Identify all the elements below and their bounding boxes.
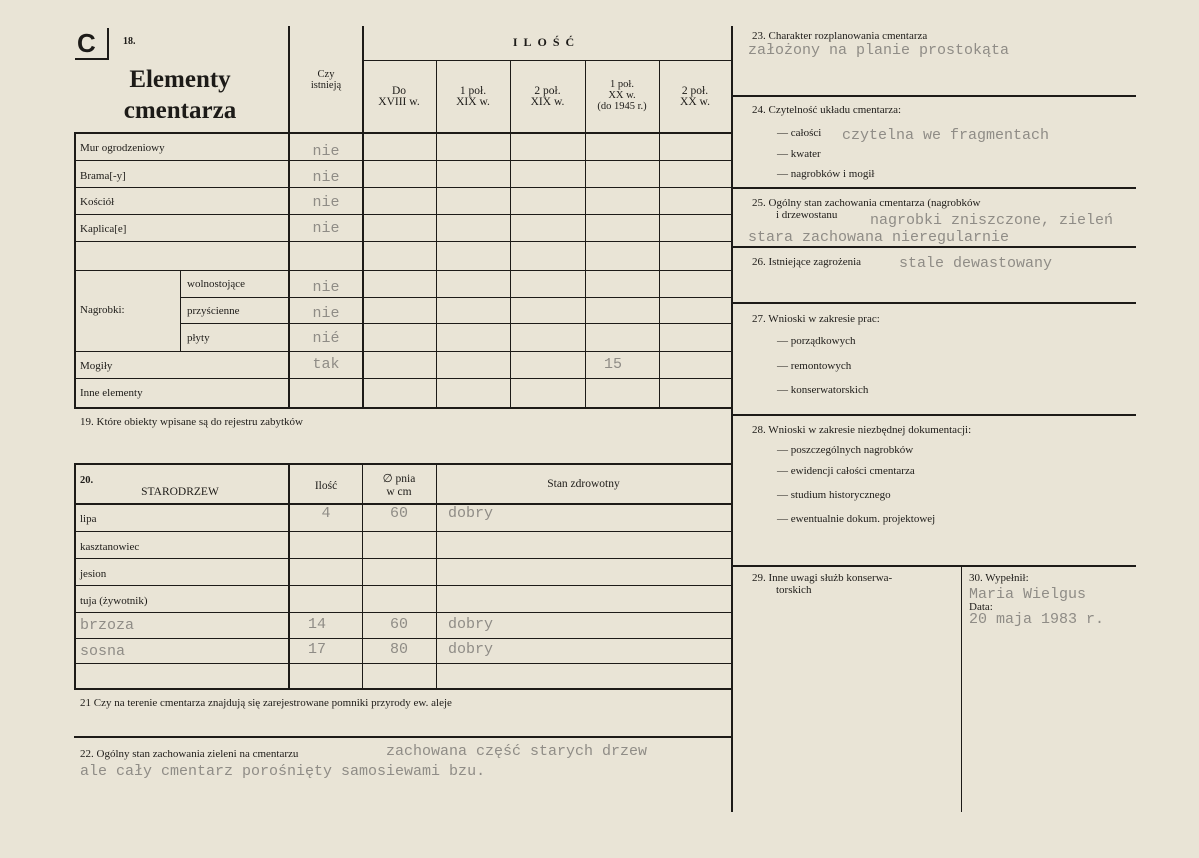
right-divider: [732, 302, 1136, 304]
q26-label: 26. Istniejące zagrożenia: [752, 256, 862, 268]
tree-diameter-lipa: 60: [389, 505, 408, 522]
q24-label: 24. Czytelność układu cmentarza:: [752, 104, 902, 116]
q22-answer-line-2: ale cały cmentarz porośnięty samosiewami bzu.: [80, 763, 486, 780]
tree-count-lipa: 4: [321, 505, 331, 522]
q27-item-konserwatorskich: — konserwatorskich: [777, 384, 869, 396]
q24-item-calosci: — całości: [777, 127, 822, 139]
row-line: [74, 736, 732, 738]
right-divider: [732, 246, 1136, 248]
q23-answer: założony na planie prostokąta: [748, 42, 1010, 59]
row-label-przyscienne: przyścienne: [187, 305, 240, 317]
page-title: [90, 64, 270, 126]
q22-answer-line-1: zachowana część starych drzew: [386, 743, 648, 760]
row-line: [74, 187, 731, 188]
section-number: 18.: [123, 36, 136, 47]
period-2pol-xx: 2 poł. XX w.: [680, 85, 710, 108]
q25-label-line-1: 25. Ogólny stan zachowania cmentarza (nagrobków: [752, 197, 981, 209]
row-line: [74, 241, 731, 242]
row-label-mur: Mur ogrodzeniowy: [80, 142, 165, 154]
q27-item-porzadkowych: — porządkowych: [777, 335, 856, 347]
value-mur-exists: nie: [312, 143, 340, 160]
tree-name-jesion: jesion: [80, 568, 107, 580]
value-brama-exists: nie: [312, 169, 340, 186]
main-vertical-divider: [731, 26, 733, 812]
q27-item-remontowych: — remontowych: [777, 360, 852, 372]
row-line: [74, 585, 731, 586]
table-header-bottom: [74, 132, 732, 134]
tree-health-sosna: dobry: [448, 641, 494, 658]
row-line: [74, 407, 732, 409]
stdr-left: [74, 463, 76, 689]
row-line: [74, 160, 731, 161]
col-header-exists: Czy istnieją: [310, 69, 342, 91]
tree-name-lipa: lipa: [80, 513, 97, 525]
row-line: [180, 297, 731, 298]
row-line: [74, 558, 731, 559]
q24-item-nagrobkow: — nagrobków i mogił: [777, 168, 875, 180]
q29-label-line-1: 29. Inne uwagi służb konserwa-: [752, 572, 893, 584]
q30-label: 30. Wypełnił:: [969, 572, 1029, 584]
q28-label: 28. Wnioski w zakresie niezbędnej dokumentacji:: [752, 424, 972, 436]
nagrobki-divider: [180, 270, 181, 351]
ilosc-divider: [362, 60, 731, 61]
q30-date-label: Data:: [969, 601, 993, 613]
tree-diameter-brzoza: 60: [389, 616, 408, 633]
q29-label-line-2: torskich: [776, 584, 812, 596]
q27-label: 27. Wnioski w zakresie prac:: [752, 313, 880, 325]
row-label-kaplica: Kaplica[e]: [80, 223, 127, 235]
tree-health-lipa: dobry: [448, 505, 494, 522]
row-line: [74, 270, 731, 271]
col-divider-xix1: [436, 60, 437, 408]
row-label-mogily: Mogiły: [80, 360, 113, 372]
right-divider: [732, 565, 1136, 567]
q28-item-projektowej: — ewentualnie dokum. projektowej: [777, 513, 936, 525]
q25-label-line-2: i drzewostanu: [776, 209, 838, 221]
starodrzew-col-stan: Stan zdrowotny: [547, 478, 620, 490]
tree-name-sosna: sosna: [80, 643, 126, 660]
row-line: [74, 214, 731, 215]
q21-label: 21 Czy na terenie cmentarza znajdują się zarejestrowane pomniki przyrody ew. aleje: [80, 697, 452, 709]
col-divider-xx2: [659, 60, 660, 408]
row-line: [74, 612, 731, 613]
row-label-brama: Brama[-y]: [80, 170, 126, 182]
tree-diameter-sosna: 80: [389, 641, 408, 658]
value-mogily-count: 15: [603, 356, 622, 373]
title-line-1: Elementy: [129, 66, 231, 93]
period-1pol-xix: 1 poł. XIX w.: [456, 85, 490, 108]
period-1pol-xx: 1 poł. XX w. (do 1945 r.): [597, 79, 647, 112]
q26-answer: stale dewastowany: [899, 255, 1053, 272]
q23-label: 23. Charakter rozplanowania cmentarza: [752, 30, 928, 42]
tree-name-tuja: tuja (żywotnik): [80, 595, 148, 607]
tree-name-kasztanowiec: kasztanowiec: [80, 541, 140, 553]
stdr-col3: [436, 463, 437, 689]
right-divider: [732, 187, 1136, 189]
q22-label: 22. Ogólny stan zachowania zieleni na cmentarzu: [80, 748, 299, 760]
row-line: [74, 531, 731, 532]
row-line: [74, 663, 731, 664]
q19-label: 19. Które obiekty wpisane są do rejestru zabytków: [80, 416, 303, 428]
value-przyscienne-exists: nie: [312, 305, 340, 322]
q28-item-studium: — studium historycznego: [777, 489, 891, 501]
q24-item-kwater: — kwater: [777, 148, 821, 160]
period-2pol-xix: 2 poł. XIX w.: [530, 85, 565, 108]
value-plyty-exists: nié: [312, 330, 340, 347]
col-divider-xx1: [585, 60, 586, 408]
row-label-wolnostojace: wolnostojące: [187, 278, 246, 290]
col-divider-xix2: [510, 60, 511, 408]
row-line: [180, 323, 731, 324]
q25-answer-line-1: nagrobki zniszczone, zieleń: [870, 212, 1114, 229]
col-header-ilosc: ILOŚĆ: [512, 35, 581, 49]
right-divider: [732, 414, 1136, 416]
q30-name: Maria Wielgus: [969, 586, 1087, 603]
q25-answer-line-2: stara zachowana nieregularnie: [748, 229, 1010, 246]
q20-number: 20.: [80, 475, 94, 486]
row-line: [74, 351, 731, 352]
tree-health-brzoza: dobry: [448, 616, 494, 633]
q28-item-ewidencji: — ewidencji całości cmentarza: [777, 465, 915, 477]
tree-name-brzoza: brzoza: [80, 617, 135, 634]
right-divider: [732, 95, 1136, 97]
period-do-xviii: Do XVIII w.: [378, 85, 420, 108]
tree-count-sosna: 17: [307, 641, 326, 658]
row-line: [74, 378, 731, 379]
row-line: [74, 463, 732, 465]
card-letter: C: [77, 28, 96, 58]
q28-item-nagrobkow: — poszczególnych nagrobków: [777, 444, 914, 456]
title-line-2: cmentarza: [123, 97, 237, 124]
row-label-kosciol: Kościół: [80, 196, 115, 208]
value-kosciol-exists: nie: [312, 194, 340, 211]
starodrzew-title: STARODRZEW: [141, 486, 219, 498]
value-kaplica-exists: nie: [312, 220, 340, 237]
value-mogily-exists: tak: [312, 356, 340, 373]
row-line: [74, 638, 731, 639]
row-label-plyty: płyty: [187, 332, 210, 344]
starodrzew-col-pnia: ∅ pnia w cm: [382, 473, 416, 498]
q29-q30-divider: [961, 566, 962, 812]
row-line: [74, 688, 732, 690]
card-letter-box: [75, 28, 109, 60]
starodrzew-col-ilosc: Ilość: [314, 480, 338, 492]
value-wolnostojace-exists: nie: [312, 279, 340, 296]
q24-answer: czytelna we fragmentach: [842, 127, 1050, 144]
row-label-inne: Inne elementy: [80, 387, 143, 399]
q30-date: 20 maja 1983 r.: [969, 611, 1105, 628]
tree-count-brzoza: 14: [307, 616, 326, 633]
row-label-nagrobki: Nagrobki:: [80, 304, 125, 316]
